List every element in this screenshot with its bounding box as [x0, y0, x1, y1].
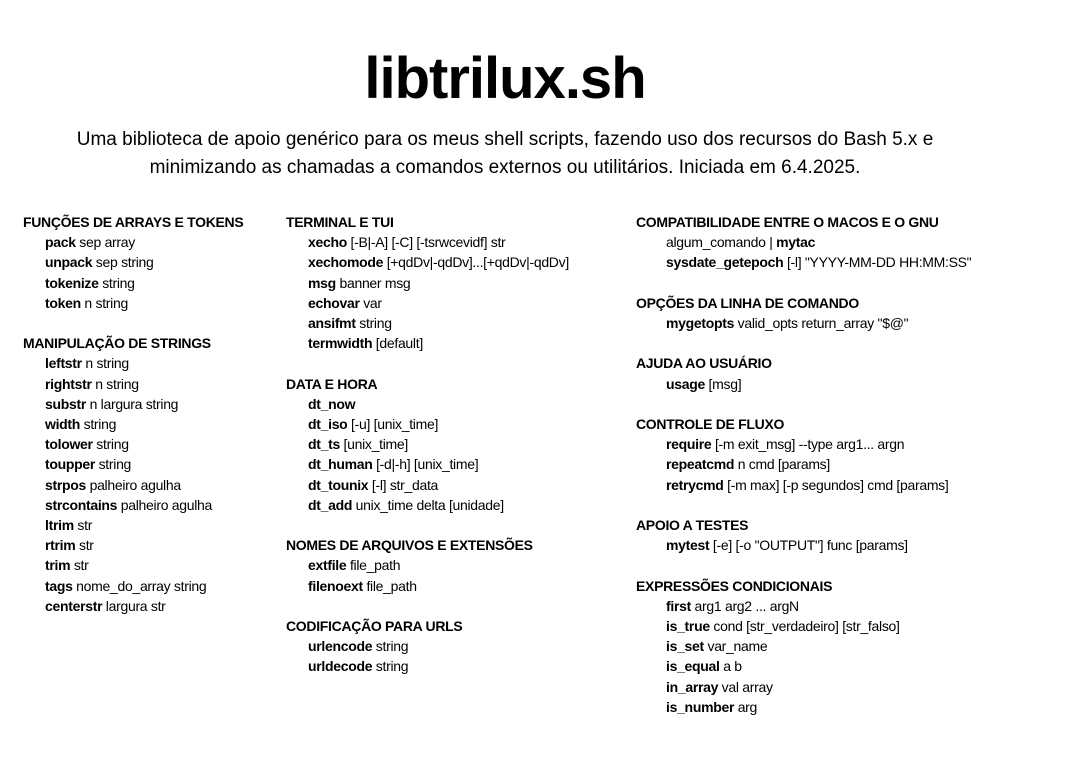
section-heading: CODIFICAÇÃO PARA URLS: [286, 618, 463, 635]
function-name: strpos: [45, 476, 86, 493]
function-name: dt_iso: [308, 416, 348, 433]
function-entry: [23, 394, 278, 414]
column-3: [636, 212, 1056, 737]
function-name: dt_human: [308, 456, 373, 473]
function-entry: [23, 293, 278, 313]
function-args: sep array: [75, 234, 135, 251]
function-args: string: [98, 274, 135, 291]
function-args: [-B|-A] [-C] [-tsrwcevidf] str: [346, 234, 506, 251]
function-args: n largura string: [86, 395, 179, 412]
function-args: n string: [91, 375, 139, 392]
function-name: extfile: [308, 557, 347, 574]
function-name: dt_now: [308, 395, 356, 412]
function-entry: [23, 434, 278, 454]
function-name: rightstr: [45, 375, 92, 392]
section-heading: AJUDA AO USUÁRIO: [636, 355, 772, 372]
function-section: [636, 212, 1056, 273]
section-heading: NOMES DE ARQUIVOS E EXTENSÕES: [286, 537, 533, 554]
function-entry: [23, 535, 278, 555]
function-name: mytac: [776, 234, 816, 251]
function-name: require: [666, 436, 712, 453]
function-entry: [636, 475, 1056, 495]
section-heading: DATA E HORA: [286, 375, 378, 392]
function-name: msg: [308, 274, 336, 291]
function-entry: [636, 636, 1056, 656]
function-entry: [636, 434, 1056, 454]
function-args: n string: [80, 294, 128, 311]
function-args: sep string: [92, 254, 154, 271]
function-name: urldecode: [308, 658, 373, 675]
function-entry: [286, 656, 626, 676]
function-args: [-e] [-o "OUTPUT"] func [params]: [709, 537, 908, 554]
function-args: nome_do_array string: [72, 577, 207, 594]
function-entry: [636, 374, 1056, 394]
function-name: is_number: [666, 698, 735, 715]
column-1: [23, 212, 278, 636]
section-heading: OPÇÕES DA LINHA DE COMANDO: [636, 294, 859, 311]
function-args: file_path: [346, 557, 401, 574]
function-args: n cmd [params]: [734, 456, 830, 473]
function-name: mygetopts: [666, 315, 735, 331]
function-entry: [23, 273, 278, 293]
function-section: [23, 333, 278, 616]
function-entry: [286, 232, 626, 252]
function-args: var: [359, 294, 382, 311]
function-name: urlencode: [308, 638, 373, 655]
function-entry: [286, 273, 626, 293]
function-args: string: [372, 638, 409, 655]
function-name: toupper: [45, 456, 96, 473]
function-entry: [23, 475, 278, 495]
function-entry: [286, 293, 626, 313]
function-name: rtrim: [45, 537, 76, 554]
function-entry: [23, 495, 278, 515]
function-section: [636, 353, 1056, 393]
function-name: dt_add: [308, 496, 353, 513]
function-name: filenoext: [308, 577, 363, 594]
function-entry: [286, 414, 626, 434]
function-args: n string: [81, 355, 129, 372]
function-args: string: [95, 456, 132, 473]
function-name: strcontains: [45, 496, 118, 513]
function-args: [-m exit_msg] --type arg1... argn: [711, 436, 905, 453]
function-entry: [23, 515, 278, 535]
function-name: substr: [45, 395, 86, 412]
function-args: file_path: [362, 577, 417, 594]
function-args: arg: [734, 698, 758, 715]
function-args: [-m max] [-p segundos] cmd [params]: [723, 476, 949, 493]
function-name: xechomode: [308, 254, 384, 271]
function-name: mytest: [666, 537, 710, 554]
function-section: [23, 212, 278, 313]
function-name: tokenize: [45, 274, 99, 291]
function-entry: [286, 636, 626, 656]
function-entry: [636, 252, 1056, 272]
section-heading: APOIO A TESTES: [636, 516, 749, 533]
function-name: pack: [45, 234, 76, 251]
function-args: palheiro agulha: [86, 476, 181, 493]
function-name: repeatcmd: [666, 456, 735, 473]
function-entry: [23, 555, 278, 575]
function-name: tags: [45, 577, 73, 594]
function-args: largura str: [102, 597, 166, 614]
function-name: ansifmt: [308, 315, 356, 332]
function-entry: [286, 252, 626, 272]
section-heading: CONTROLE DE FLUXO: [636, 415, 785, 432]
function-section: [636, 414, 1056, 495]
function-section: [286, 374, 626, 515]
function-args: [+qdDv|-qdDv]...[+qdDv|-qdDv]: [383, 254, 569, 271]
page-subtitle: Uma biblioteca de apoio genérico para os meus shell scripts, fazendo uso dos recursos do Bash 5.x e minimizando as chamadas a comandos externos ou utilitários. Iniciada em 6.4.2025.: [76, 129, 934, 178]
function-name: ltrim: [45, 517, 74, 534]
function-entry: [286, 495, 626, 515]
function-args: [msg]: [704, 375, 742, 392]
function-section: [286, 616, 626, 677]
function-entry: [23, 576, 278, 596]
function-args: string: [80, 416, 117, 433]
function-name: unpack: [45, 254, 93, 271]
function-entry: [636, 454, 1056, 474]
function-args: str: [73, 517, 93, 534]
function-args: [-u] [unix_time]: [347, 416, 439, 433]
function-name: trim: [45, 557, 71, 574]
function-name: in_array: [666, 678, 719, 695]
function-name: centerstr: [45, 597, 103, 614]
function-name: echovar: [308, 294, 360, 311]
column-2: [286, 212, 626, 697]
function-entry: [636, 232, 1056, 252]
section-heading: MANIPULAÇÃO DE STRINGS: [23, 335, 211, 352]
function-name: first: [666, 597, 691, 614]
function-args: [-d|-h] [unix_time]: [372, 456, 479, 473]
function-entry: [23, 353, 278, 373]
function-entry: [23, 374, 278, 394]
function-name: termwidth: [308, 335, 373, 352]
function-args: [unix_time]: [339, 436, 408, 453]
function-args: str: [75, 537, 94, 554]
section-heading: EXPRESSÕES CONDICIONAIS: [636, 577, 833, 594]
function-entry: [636, 616, 1056, 636]
function-name: retrycmd: [666, 476, 724, 493]
function-name: is_set: [666, 638, 704, 655]
function-name: width: [45, 416, 81, 433]
function-section: [636, 515, 1056, 555]
function-args: cond [str_verdadeiro] [str_falso]: [709, 617, 900, 634]
function-name: token: [45, 294, 81, 311]
function-entry: [636, 677, 1056, 697]
function-entry: [636, 535, 1056, 555]
function-args: valid_opts return_array "$@": [734, 315, 909, 331]
function-args: [-l] str_data: [368, 476, 439, 493]
function-args: string: [355, 315, 392, 332]
function-section: [636, 576, 1056, 717]
function-entry: [286, 313, 626, 333]
function-name: tolower: [45, 436, 93, 453]
function-name: dt_tounix: [308, 476, 369, 493]
page-title: libtrilux.sh: [364, 46, 646, 111]
function-entry: [23, 232, 278, 252]
function-entry: [636, 656, 1056, 676]
function-name: leftstr: [45, 355, 82, 372]
function-name: xecho: [308, 234, 347, 251]
section-heading: TERMINAL E TUI: [286, 214, 394, 230]
section-heading: COMPATIBILIDADE ENTRE O MACOS E O GNU: [636, 214, 939, 230]
function-args: arg1 arg2 ... argN: [690, 597, 799, 614]
function-entry: [636, 313, 1056, 333]
function-section: [286, 212, 626, 353]
function-name: dt_ts: [308, 436, 340, 453]
function-entry: [286, 434, 626, 454]
function-args: a b: [719, 658, 742, 675]
function-prefix: algum_comando |: [666, 234, 777, 251]
function-args: val array: [718, 678, 773, 695]
function-section: [636, 293, 1056, 333]
function-entry: [286, 454, 626, 474]
function-entry: [636, 697, 1056, 717]
function-entry: [23, 252, 278, 272]
section-heading: FUNÇÕES DE ARRAYS E TOKENS: [23, 214, 244, 230]
function-entry: [23, 414, 278, 434]
function-entry: [636, 596, 1056, 616]
function-args: banner msg: [335, 274, 411, 291]
function-entry: [286, 475, 626, 495]
function-entry: [23, 454, 278, 474]
function-entry: [23, 596, 278, 616]
function-args: str: [70, 557, 89, 574]
function-args: string: [372, 658, 409, 675]
function-name: is_true: [666, 617, 710, 634]
function-name: sysdate_getepoch: [666, 254, 784, 271]
function-args: palheiro agulha: [117, 496, 213, 513]
function-entry: [286, 333, 626, 353]
function-entry: [286, 394, 626, 414]
function-name: is_equal: [666, 658, 720, 675]
function-args: unix_time delta [unidade]: [352, 496, 504, 513]
function-args: string: [92, 436, 129, 453]
function-args: [default]: [372, 335, 423, 352]
function-section: [286, 535, 626, 596]
function-entry: [286, 576, 626, 596]
function-args: var_name: [703, 638, 768, 655]
function-entry: [286, 555, 626, 575]
function-name: usage: [666, 375, 705, 392]
function-args: [-l] "YYYY-MM-DD HH:MM:SS": [783, 254, 972, 271]
